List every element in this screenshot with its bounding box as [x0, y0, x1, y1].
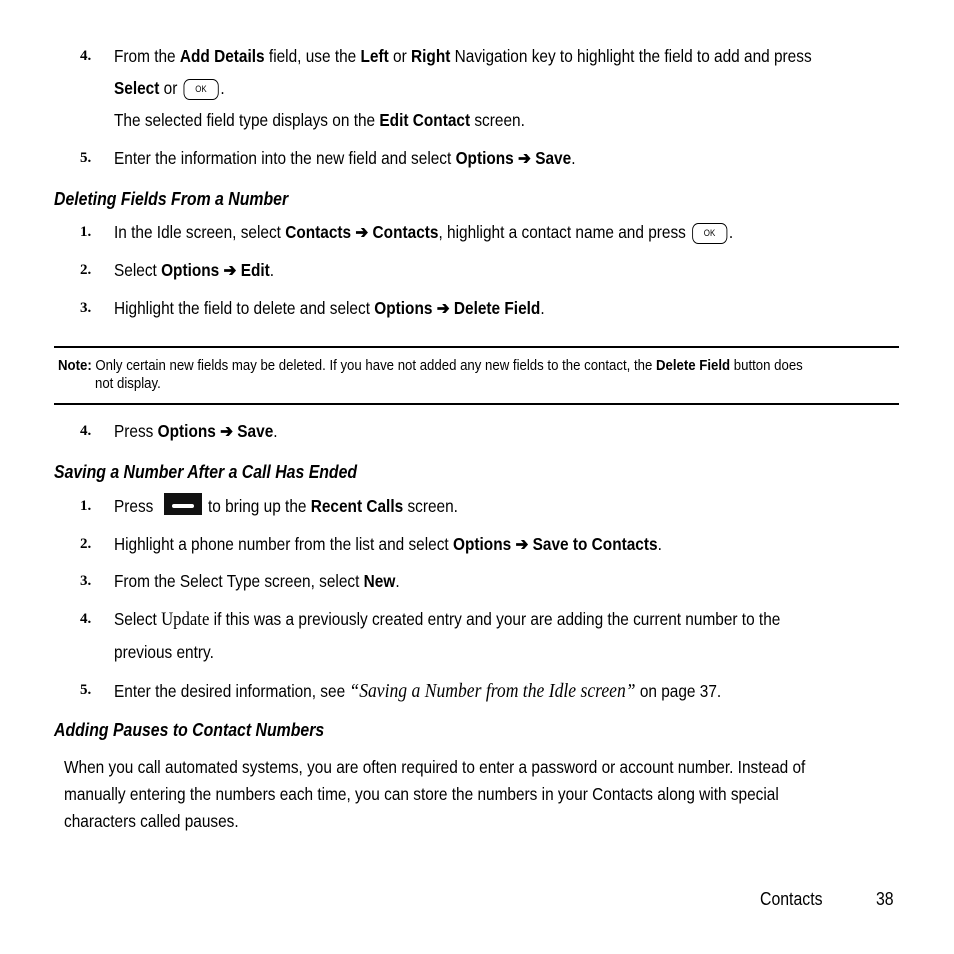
paragraph-line: characters called pauses.: [64, 811, 239, 831]
note-text: Note: Only certain new fields may be deleted. If you have not added any new fields to the contact, the Delete Field button does: [58, 357, 803, 374]
step-text: to bring up the Recent Calls screen.: [208, 496, 458, 516]
ok-key-icon: OK: [183, 79, 218, 100]
cross-reference-link[interactable]: “Saving a Number from the Idle screen”: [349, 680, 636, 702]
step-number: 1.: [80, 498, 92, 514]
step-text: Enter the desired information, see “Saving a Number from the Idle screen” on page 37.: [114, 680, 722, 702]
step-number: 1.: [80, 224, 92, 240]
step-number: 2.: [80, 536, 92, 552]
step-text: From the Add Details field, use the Left or Right Navigation key to highlight the field to add and press: [114, 46, 812, 66]
note-text-cont: not display.: [95, 375, 161, 392]
section-heading: Adding Pauses to Contact Numbers: [54, 720, 325, 740]
step-text-cont: Select or OK .: [114, 78, 225, 98]
section-heading: Saving a Number After a Call Has Ended: [54, 462, 358, 482]
note-bottom-rule: [54, 403, 899, 405]
step-number: 5.: [80, 150, 92, 166]
step-text: Highlight the field to delete and select Options ➔ Delete Field.: [114, 298, 545, 318]
step-text: Press Options ➔ Save.: [114, 421, 278, 441]
ok-key-icon: OK: [692, 223, 727, 244]
step-text: Highlight a phone number from the list and select Options ➔ Save to Contacts.: [114, 534, 662, 554]
step-text: Press: [114, 496, 154, 516]
step-number: 2.: [80, 262, 92, 278]
send-key-icon: [164, 493, 202, 515]
footer-section: Contacts: [760, 889, 823, 909]
step-number: 4.: [80, 48, 92, 64]
paragraph-line: manually entering the numbers each time, you can store the numbers in your Contacts along with special: [64, 784, 779, 804]
note-top-rule: [54, 346, 899, 348]
step-text: Enter the information into the new field and select Options ➔ Save.: [114, 148, 576, 168]
step-number: 5.: [80, 682, 92, 698]
step-number: 4.: [80, 423, 92, 439]
step-text: From the Select Type screen, select New.: [114, 571, 400, 591]
paragraph-line: When you call automated systems, you are often required to enter a password or account number. Instead of: [64, 757, 806, 777]
page-number: 38: [876, 889, 894, 909]
step-text: Select Options ➔ Edit.: [114, 260, 275, 280]
section-heading: Deleting Fields From a Number: [54, 189, 289, 209]
step-text: Select Update if this was a previously created entry and your are adding the current number to the: [114, 609, 781, 630]
step-text-cont: previous entry.: [114, 642, 214, 662]
step-text: In the Idle screen, select Contacts ➔ Contacts, highlight a contact name and press OK .: [114, 222, 734, 242]
step-number: 3.: [80, 573, 92, 589]
step-number: 3.: [80, 300, 92, 316]
step-subtext: The selected field type displays on the Edit Contact screen.: [114, 110, 525, 130]
step-number: 4.: [80, 611, 92, 627]
